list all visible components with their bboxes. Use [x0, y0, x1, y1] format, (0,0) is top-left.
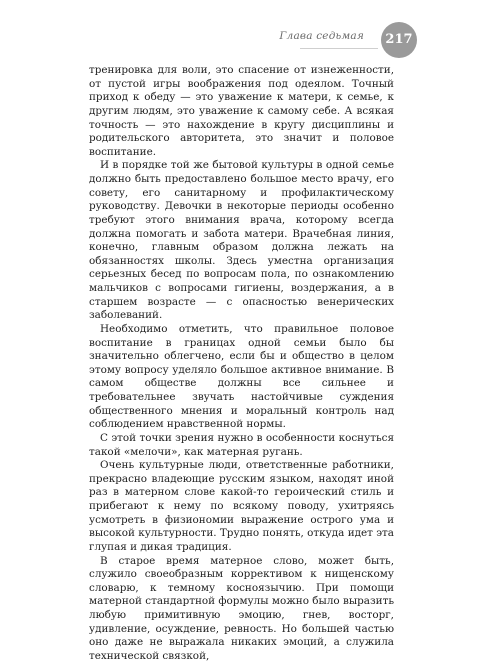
chapter-title: Глава седьмая	[279, 30, 364, 42]
paragraph: С этой точки зрения нужно в особенности коснуться такой «мелочи», как матерная ругань.	[89, 431, 394, 458]
paragraph: Необходимо отметить, что правильное половое воспитание в границах одной семьи было бы значительно облегчено, если бы и общество в целом этому вопросу уделяло большое активное внимание. В самом обществе должны все сильнее и требовательнее звучать настойчивые суждения общественного мнения и моральный контроль над соблюдением нравственной нормы.	[89, 322, 394, 431]
page-number-badge: 217	[381, 22, 417, 58]
paragraph: Очень культурные люди, ответственные работники, прекрасно владеющие русским языком, находят иной раз в матерном слове какой-то героический стиль и прибегают к нему по всякому поводу, ухитряясь усмотреть в физиономии выражение острого ума и высокой культурности. Трудно понять, откуда идет эта глупая и дикая традиция.	[89, 459, 394, 553]
running-head	[0, 10, 500, 50]
paragraph: И в порядке той же бытовой культуры в одной семье должно быть предоставлено большое место врачу, его совету, его санитарному и профилактическому руководству. Девочки в некоторые периоды особенно требуют этого внимания врача, которому всегда должна помогать и забота матери. Врачебная линия, конечно, главным образом должна лежать на обязанностях школы. Здесь уместна организация серьезных бесед по вопросам пола, по ознакомлению мальчиков с вопросами гигиены, воздержания, а в старшем возрасте — с опасностью венерических заболеваний.	[89, 159, 394, 322]
header-rule	[300, 48, 378, 49]
body-text	[89, 64, 394, 664]
paragraph: тренировка для воли, это спасение от изнеженности, от пустой игры воображения под одеялом. Точный приход к обеду — это уважение к матери, к семье, к другим людям, это уважение к самому себе. А всякая точность — это нахождение в кругу дисциплины и родительского авторитета, это значит и половое воспитание.	[89, 64, 394, 158]
paragraph: В старое время матерное слово, может быть, служило своеобразным коррективом к нищенскому словарю, к темному косноязычию. При помощи матерной стандартной формулы можно было выразить любую примитивную эмоцию, гнев, восторг, удивление, осуждение, ревность. Но большей частью оно даже не выражала никаких эмоций, а служила технической связкой,	[89, 554, 394, 662]
